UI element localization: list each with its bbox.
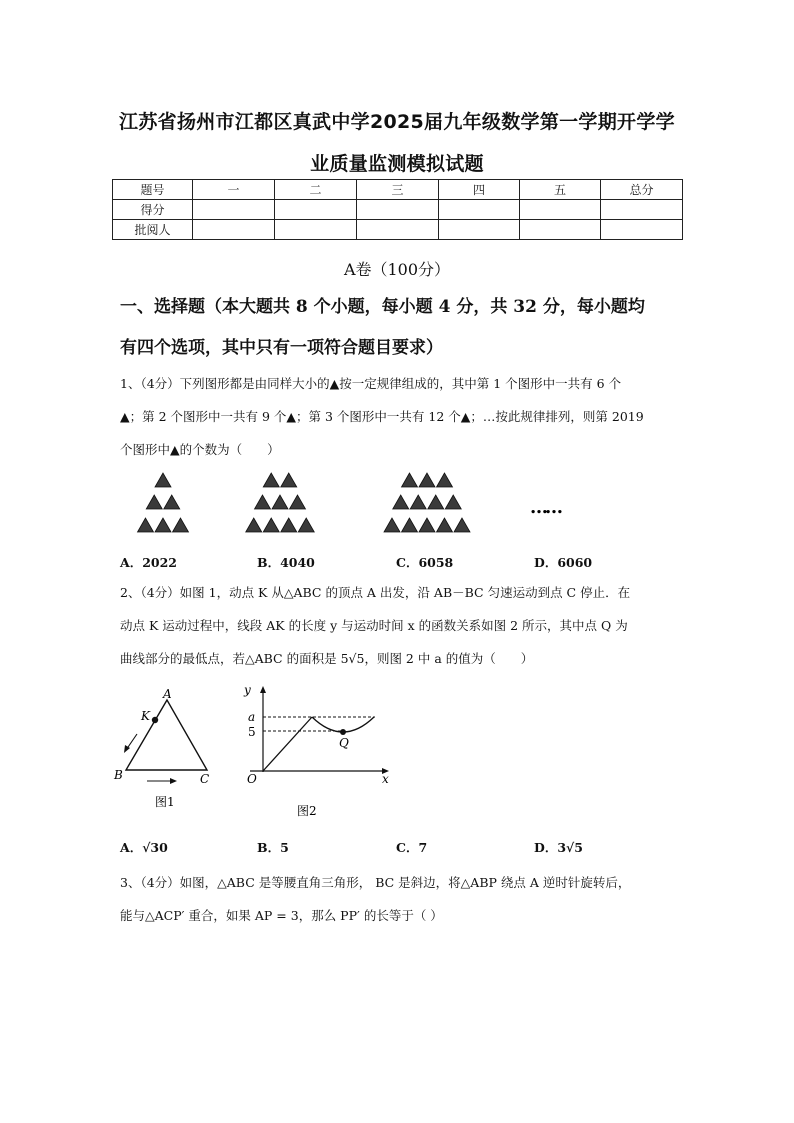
- question-3-text: [120, 866, 680, 932]
- triangle-mark: [263, 473, 279, 487]
- triangle-mark: [445, 495, 461, 509]
- triangle-mark: [419, 518, 435, 532]
- triangle-mark: [410, 495, 426, 509]
- question-2-text: [120, 576, 680, 675]
- header-cell-1: 一: [193, 180, 275, 200]
- label-b: B: [114, 768, 123, 782]
- triangle-mark: [454, 518, 470, 532]
- q3-line1: 3、（4分）如图，△ABC 是等腰直角三角形， BC 是斜边，将△ABP 绕点 A 逆时针旋转后，: [120, 875, 631, 890]
- triangle-mark: [246, 518, 262, 532]
- label-five: 5: [248, 725, 256, 739]
- triangle-mark: [298, 518, 314, 532]
- header-cell-2: 二: [275, 180, 357, 200]
- q2-line2: 动点 K 运动过程中，线段 AK 的长度 y 与运动时间 x 的函数关系如图 2 所示，其中点 Q 为: [120, 618, 628, 633]
- q2-figure-1: [110, 682, 220, 817]
- q2-option-c[interactable]: C．7: [396, 840, 428, 855]
- q2-option-b[interactable]: B．5: [257, 840, 289, 855]
- header-cell-5: 五: [520, 180, 601, 200]
- q1-line1: 1、（4分）下列图形都是由同样大小的▲按一定规律组成的，其中第 1 个图形中一共有 6 个: [120, 376, 622, 391]
- q1-option-d[interactable]: D．6060: [534, 555, 593, 570]
- q2-option-a[interactable]: A．√30: [120, 840, 168, 855]
- label-y: y: [244, 683, 251, 697]
- q1-option-b[interactable]: B．4040: [257, 555, 315, 570]
- label-origin: O: [247, 772, 257, 786]
- triangle-mark: [281, 518, 297, 532]
- q3-line2: 能与△ACP′ 重合，如果 AP = 3，那么 PP′ 的长等于（ ）: [120, 908, 443, 923]
- reviewer-cell[interactable]: [357, 220, 439, 240]
- y-axis-arrow: [260, 686, 266, 693]
- q2-figure-2: [230, 680, 400, 822]
- score-cell[interactable]: [357, 200, 439, 220]
- score-cell[interactable]: [520, 200, 601, 220]
- part1-heading-line2: 有四个选项，其中只有一项符合题目要求）: [120, 338, 443, 358]
- point-q: [340, 729, 346, 735]
- exam-title-line2: 业质量监测模拟试题: [310, 153, 484, 175]
- q1-triangle-figures: [0, 460, 794, 550]
- label-a-value: a: [248, 710, 256, 724]
- point-k: [152, 717, 158, 723]
- q1-figure-2: [246, 473, 315, 532]
- part1-heading-line1: 一、选择题（本大题共 8 个小题，每小题 4 分，共 32 分，每小题均: [120, 297, 645, 317]
- score-cell[interactable]: [439, 200, 520, 220]
- triangle-mark: [146, 495, 162, 509]
- arrow-along-bc-head: [170, 778, 177, 784]
- linear-segment: [263, 717, 312, 771]
- question-1-text: [120, 367, 680, 466]
- q1-option-a[interactable]: A．2022: [120, 555, 177, 570]
- header-cell-label: 题号: [113, 180, 193, 200]
- triangle-mark: [155, 518, 171, 532]
- triangle-mark: [419, 473, 435, 487]
- score-cell[interactable]: [275, 200, 357, 220]
- part1-heading: [120, 287, 680, 369]
- triangle-mark: [290, 495, 306, 509]
- section-a-heading: A卷（100分）: [343, 260, 451, 279]
- triangle-mark: [173, 518, 189, 532]
- triangle-mark: [272, 495, 288, 509]
- q2-line3: 曲线部分的最低点，若△ABC 的面积是 5√5，则图 2 中 a 的值为（ ）: [120, 651, 534, 666]
- label-q: Q: [339, 736, 349, 750]
- label-c: C: [200, 772, 210, 786]
- score-table-row: [113, 220, 683, 240]
- row-label-reviewer: 批阅人: [113, 220, 193, 240]
- exam-title-line1: 江苏省扬州市江都区真武中学2025届九年级数学第一学期开学学: [119, 111, 675, 133]
- q1-line3: 个图形中▲的个数为（ ）: [120, 442, 280, 457]
- label-x: x: [382, 772, 389, 786]
- fig2-caption: 图2: [297, 804, 317, 818]
- reviewer-cell[interactable]: [439, 220, 520, 240]
- triangle-mark: [255, 495, 271, 509]
- q1-figure-1: [138, 473, 189, 532]
- q1-option-c[interactable]: C．6058: [396, 555, 454, 570]
- reviewer-cell[interactable]: [601, 220, 683, 240]
- triangle-mark: [437, 518, 453, 532]
- triangle-mark: [437, 473, 453, 487]
- triangle-mark: [164, 495, 180, 509]
- score-cell[interactable]: [193, 200, 275, 220]
- reviewer-cell[interactable]: [193, 220, 275, 240]
- q1-line2: ▲；第 2 个图形中一共有 9 个▲；第 3 个图形中一共有 12 个▲；…按此规律排列，则第 2019: [120, 409, 644, 424]
- reviewer-cell[interactable]: [275, 220, 357, 240]
- triangle-mark: [281, 473, 297, 487]
- triangle-mark: [155, 473, 171, 487]
- label-k: K: [141, 709, 150, 723]
- triangle-mark: [402, 473, 418, 487]
- row-label-score: 得分: [113, 200, 193, 220]
- q2-line1: 2、（4分）如图 1，动点 K 从△ABC 的顶点 A 出发，沿 AB－BC 匀速运动到点 C 停止．在: [120, 585, 631, 600]
- triangle-mark: [138, 518, 154, 532]
- q1-ellipsis: ……: [530, 497, 560, 518]
- header-cell-total: 总分: [601, 180, 683, 200]
- triangle-mark: [263, 518, 279, 532]
- score-table-header-row: [113, 180, 683, 200]
- triangle-mark: [402, 518, 418, 532]
- score-table-row: [113, 200, 683, 220]
- reviewer-cell[interactable]: [520, 220, 601, 240]
- triangle-mark: [428, 495, 444, 509]
- triangle-abc: [126, 700, 207, 770]
- q2-option-d[interactable]: D．3√5: [534, 840, 583, 855]
- q1-figure-3: [384, 473, 470, 532]
- score-table: [112, 179, 683, 240]
- triangle-mark: [393, 495, 409, 509]
- fig1-caption: 图1: [155, 795, 175, 809]
- header-cell-3: 三: [357, 180, 439, 200]
- triangle-mark: [384, 518, 400, 532]
- header-cell-4: 四: [439, 180, 520, 200]
- score-cell[interactable]: [601, 200, 683, 220]
- label-a: A: [163, 687, 172, 701]
